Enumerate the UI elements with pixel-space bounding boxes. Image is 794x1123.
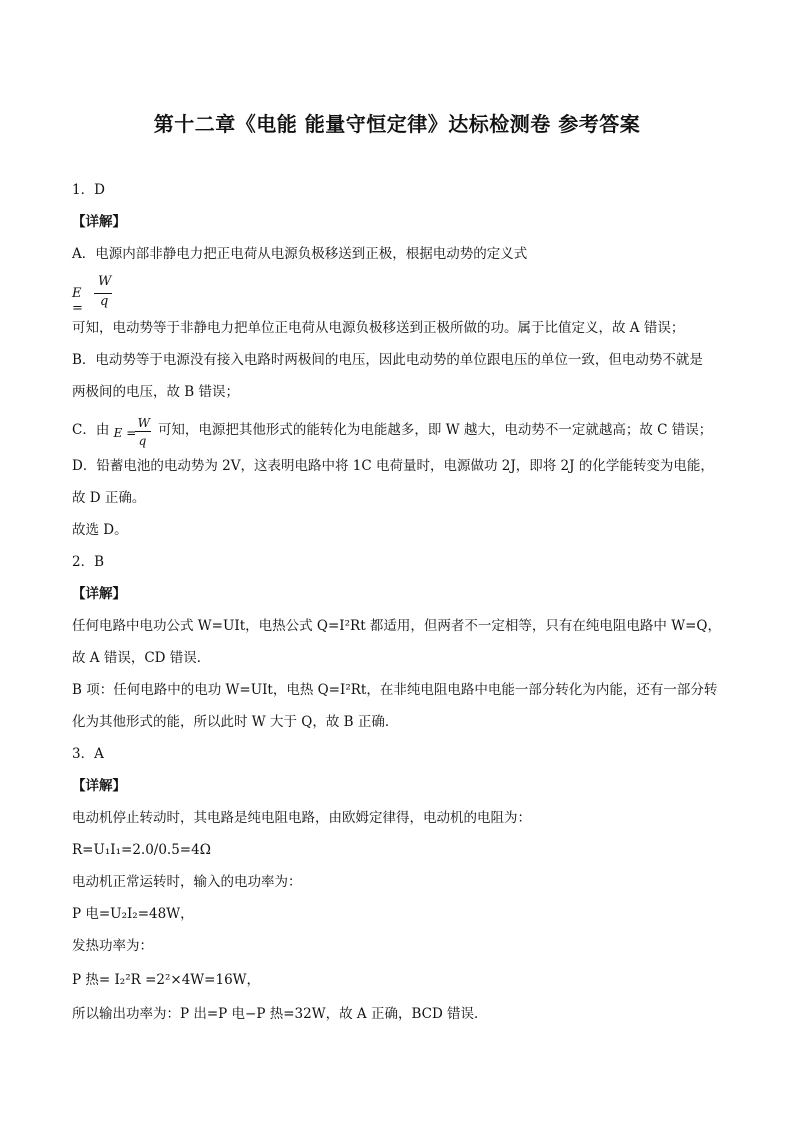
formula-denominator: q (100, 294, 109, 309)
formula-numerator: W (98, 274, 112, 289)
page-title: 第十二章《电能 能量守恒定律》达标检测卷 参考答案 (153, 112, 641, 136)
q1-option-b-line2: 两极间的电压，故 B 错误； (72, 384, 240, 400)
q1-detail-heading: 【详解】 (72, 214, 126, 230)
formula-lhs: E = (72, 286, 83, 316)
q3-answer: 3．A (72, 746, 104, 762)
q2-answer: 2．B (72, 554, 105, 570)
q1-option-c (72, 415, 713, 448)
q1-option-c-prefix: C．由 (72, 422, 110, 438)
q2-line3: B 项：任何电路中的电功 W=UIt，电热 Q=I²Rt，在非纯电阻电路中电能一部分转化为内能，还有一部分转 (72, 682, 718, 698)
q3-line5: 发热功率为： (72, 938, 153, 954)
q2-line2: 故 A 错误，CD 错误． (72, 650, 211, 666)
q3-line2: R=U₁I₁=2.0/0.5=4Ω (72, 842, 211, 858)
q3-line4: P 电=U₂I₂=48W， (72, 906, 194, 922)
inline-formula-numerator: W (137, 415, 150, 430)
inline-formula-lhs: E = (113, 425, 137, 440)
q2-line1: 任何电路中电功公式 W=UIt，电热公式 Q=I²Rt 都适用，但两者不一定相等，只有在纯电阻电路中 W=Q， (72, 618, 721, 634)
q3-line7: 所以输出功率为：P 出=P 电−P 热=32W，故 A 正确，BCD 错误． (72, 1006, 488, 1022)
q3-line6: P 热= I₂²R =2²×4W=16W， (72, 972, 261, 988)
q1-option-a-line2: 可知，电动势等于非静电力把单位正电荷从电源负极移送到正极所做的功。属于比值定义，故 A 错误； (72, 320, 685, 336)
q3-line1: 电动机停止转动时，其电路是纯电阻电路，由欧姆定律得，电动机的电阻为： (72, 810, 531, 826)
inline-formula-denominator: q (138, 433, 147, 448)
q3-detail-heading: 【详解】 (72, 778, 126, 794)
q1-conclusion: 故选 D。 (72, 522, 128, 538)
inline-emf-formula (113, 415, 154, 448)
q3-line3: 电动机正常运转时，输入的电功率为： (72, 874, 302, 890)
q1-option-c-suffix: 可知，电源把其他形式的能转化为电能越多，即 W 越大，电动势不一定就越高；故 C 错误； (157, 422, 713, 438)
q1-option-b-line1: B．电动势等于电源没有接入电路时两极间的电压，因此电动势的单位跟电压的单位一致，但电动势不就是 (72, 352, 703, 368)
q1-option-d-line2: 故 D 正确。 (72, 490, 146, 506)
q1-option-a-line1: A．电源内部非静电力把正电荷从电源负极移送到正极，根据电动势的定义式 (72, 246, 528, 262)
q1-option-d-line1: D．铅蓄电池的电动势为 2V，这表明电路中将 1C 电荷量时，电源做功 2J，即将 2J 的化学能转变为电能， (72, 458, 714, 474)
q1-answer: 1．D (72, 182, 105, 198)
q2-line4: 化为其他形式的能，所以此时 W 大于 Q，故 B 正确． (72, 714, 399, 730)
q2-detail-heading: 【详解】 (72, 586, 126, 602)
